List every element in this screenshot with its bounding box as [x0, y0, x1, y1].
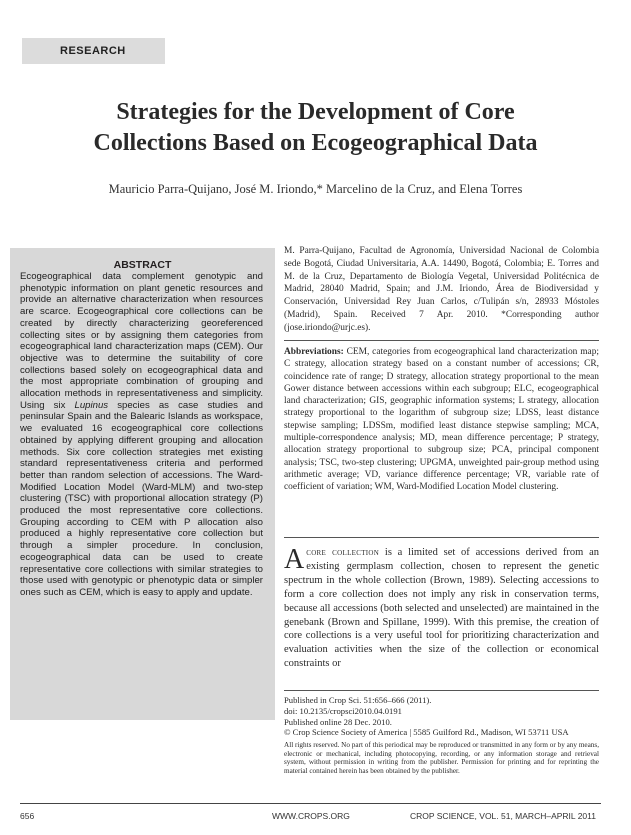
publication-doi: doi: 10.2135/cropsci2010.04.0191: [284, 705, 402, 716]
title-line-2: Collections Based on Ecogeographical Data: [93, 130, 538, 156]
journal-website: WWW.CROPS.ORG: [272, 811, 350, 821]
publication-info: [284, 695, 599, 738]
publication-copyright: © Crop Science Society of America | 5585 Guilford Rd., Madison, WI 53711 USA: [284, 727, 569, 738]
title-line-1: Strategies for the Development of Core: [116, 99, 515, 125]
abstract-heading: ABSTRACT: [113, 259, 172, 271]
publication-citation: Published in Crop Sci. 51:656–666 (2011).: [284, 695, 432, 705]
rights-statement: All rights reserved. No part of this periodical may be reproduced or transmitted in any form or by any means, electronic or mechanical, including photocopying, recording, or any information storage and retrieval system, without permission in writing from the publisher. Permission for printing and for reprinting the material contained herein has been obtained by the publisher.: [284, 741, 599, 775]
section-tag: RESEARCH: [22, 38, 165, 64]
abstract-text-part-1: Ecogeographical data complement genotypic and phenotypic information on plant genetic resources and provide an alternative characterization when resources are scarce. Ecogeographical core collections can be created by directly characterizing georeferenced collecting sites or by assigning them categories from ecogeographical land characterization maps (CEM). Our objective was to determine the suitability of core collections based solely on ecogeographical data and the most appropriate combination of grouping and allocation methods in representativeness and simplicity. Using six: [20, 271, 263, 411]
article-title: [20, 97, 611, 159]
footer-rule: [20, 803, 601, 804]
abbreviations-divider: [284, 340, 599, 341]
publication-divider: [284, 690, 599, 691]
introduction-text: [284, 546, 599, 671]
abstract-species-name: Lupinus: [74, 399, 109, 411]
intro-smallcaps: core collection: [306, 547, 380, 558]
abstract-text-part-2: species as case studies and peninsular Spain and the Balearic Islands as workspace, we evaluated 16 ecogeographical core collections obtained by applying different grouping and allocation methods. Six core collection strategies met existing standard representativeness criteria and performed better than random selection of accessions. The Ward-Modified Location Model (Ward-MLM) and two-step clustering (TSC) with proportional allocation strategy (P) produced the most representative core collections. Grouping according to CEM with P allocation also produced a highly representative core collection but through a simpler procedure. In conclusion, ecogeographical data can be used to create representative core collections with similar strategies to those used with genotypic or phenotypic data or simpler ones such as CEM, which is easy to apply and update.: [20, 399, 263, 598]
abbreviations-label: Abbreviations:: [284, 347, 344, 357]
page-number: 656: [20, 811, 35, 821]
intro-divider: [284, 537, 599, 538]
intro-body: is a limited set of accessions derived from an existing germplasm collection, chosen to represent the genetic spectrum in the whole collection (Brown, 1989). Selecting accessions to form a core collection does not imply any risk in conservation terms, because all accessions (both selected and unselected) are maintained in the genebank (Brown and Spillane, 1999). With this premise, the creation of core collections is a very useful tool for prioritizing characterization and evaluation activities when the size of the collection or economical constraints or: [284, 547, 600, 670]
publication-online-date: Published online 28 Dec. 2010.: [284, 716, 392, 727]
author-affiliations: M. Parra-Quijano, Facultad de Agronomía, Universidad Nacional de Colombia sede Bogotá, Ciudad Universitaria, A.A. 14490, Bogotá, Colombia; E. Torres and M. de la Cruz, Departamento de Biología Vegetal, Universidad Politécnica de Madrid, 28040 Madrid, Spain; and J.M. Iriondo, Área de Biodiversidad y Conservación, Universidad Rey Juan Carlos, c/Tulipán s/n, 28933 Móstoles (Madrid), Spain. Received 7 Apr. 2010. *Corresponding author (jose.iriondo@urjc.es).: [284, 246, 599, 333]
author-list: Mauricio Parra-Quijano, José M. Iriondo,* Marcelino de la Cruz, and Elena Torres: [108, 182, 523, 196]
journal-issue: CROP SCIENCE, VOL. 51, MARCH–APRIL 2011: [410, 811, 596, 821]
abstract-text: [20, 271, 263, 599]
abbreviations-text: CEM, categories from ecogeographical land characterization map; C strategy, allocation strategy based on a constant number of accessions; CR, coincidence rate of range; D strategy, allocation strategy proportional to the mean Gower distance between accessions within each subgroup; ELC, ecogeographical land characterization; GIS, geographic information systems; L strategy, allocation strategy proportional to the logarithm of subgroup size; LDSS, least distance stepwise sampling; LDSSm, modified least distance stepwise sampling; MCA, multiple-correspondence analysis; MD, mean difference percentage; P strategy, allocation strategy proportional to subgroup size; PCA, principal component analysis; TSC, two-step clustering; UPGMA, unweighted pair-group method using arithmetic average; VD, variance difference percentage; VR, variable rate of coefficient of variation; WM, Ward-Modified Location Model clustering.: [284, 347, 599, 493]
abstract-box: [10, 248, 275, 720]
drop-cap: A: [284, 544, 305, 575]
abbreviations: [284, 346, 599, 494]
